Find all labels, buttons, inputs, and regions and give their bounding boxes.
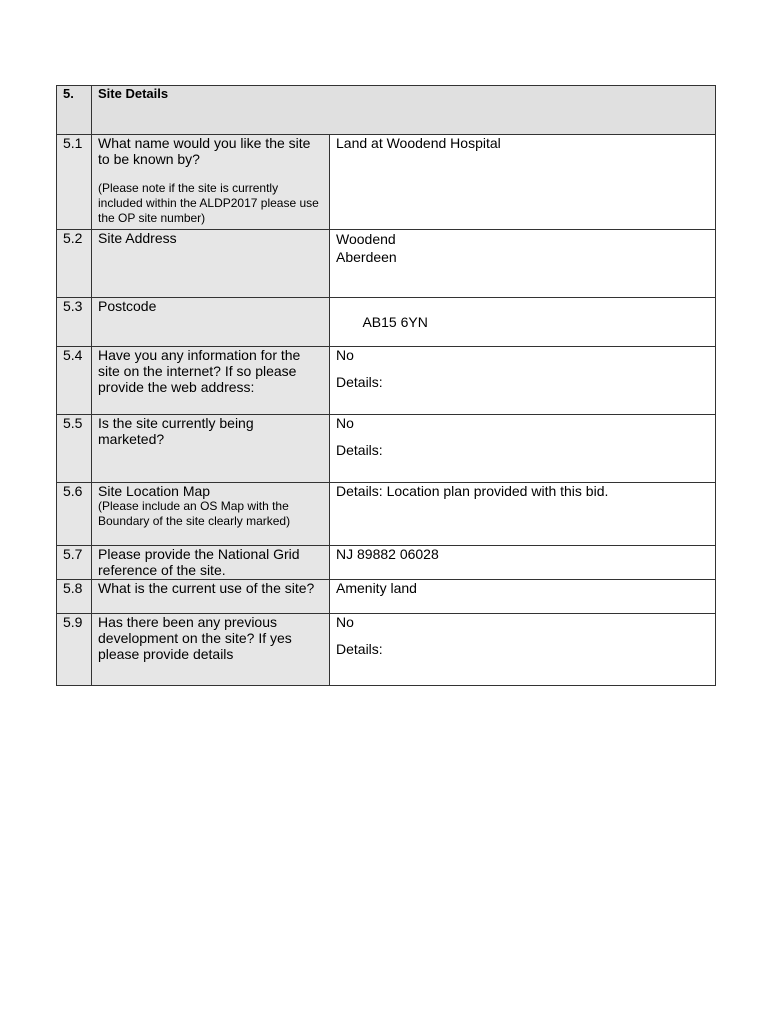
question-text: Please provide the National Grid reference of the site. [98,546,300,578]
table-row [57,546,716,580]
answer-text: No [336,347,354,363]
section-header-row [57,86,716,135]
row-number: 5.6 [57,483,92,546]
site-details-table [56,85,716,686]
question-text: Is the site currently being marketed? [98,415,254,447]
answer-cell[interactable] [330,580,716,614]
table-row [57,230,716,298]
answer-cell[interactable] [330,614,716,686]
question-cell [92,614,330,686]
question-text: What is the current use of the site? [98,580,315,596]
question-cell [92,415,330,483]
answer-cell[interactable] [330,415,716,483]
question-text: Has there been any previous development on the site? If yes please provide details [98,614,292,662]
answer-details: Details: [336,374,383,390]
row-number: 5.2 [57,230,92,298]
answer-text: Aberdeen [336,249,397,265]
question-note: (Please include an OS Map with the Boundary of the site clearly marked) [98,499,291,528]
row-number: 5.8 [57,580,92,614]
question-text: What name would you like the site to be known by? [98,135,311,167]
answer-text: Woodend [336,231,396,247]
question-cell [92,483,330,546]
row-number: 5.9 [57,614,92,686]
answer-text: Amenity land [336,580,417,596]
answer-text: Details: Location plan provided with this bid. [336,483,609,499]
section-number: 5. [57,86,92,135]
answer-cell[interactable] [330,483,716,546]
row-number: 5.4 [57,347,92,415]
section-title: Site Details [92,86,716,135]
question-text: Site Address [98,230,177,246]
row-number: 5.1 [57,135,92,230]
question-cell [92,298,330,347]
answer-cell[interactable] [330,546,716,580]
question-text: Postcode [98,298,157,314]
row-number: 5.3 [57,298,92,347]
table-row [57,483,716,546]
answer-text: NJ 89882 06028 [336,546,439,562]
question-cell [92,546,330,580]
table-row [57,347,716,415]
table-row [57,614,716,686]
answer-details: Details: [336,442,383,458]
answer-cell[interactable] [330,347,716,415]
table-row [57,135,716,230]
row-number: 5.7 [57,546,92,580]
answer-details: Details: [336,641,383,657]
answer-cell[interactable] [330,135,716,230]
question-text: Have you any information for the site on the internet? If so please provide the web address: [98,347,301,395]
question-cell [92,135,330,230]
row-number: 5.5 [57,415,92,483]
answer-text: No [336,614,354,630]
answer-cell[interactable] [330,230,716,298]
answer-cell[interactable] [330,298,716,347]
question-text: Site Location Map [98,483,211,499]
answer-text: No [336,415,354,431]
question-cell [92,347,330,415]
question-note: (Please note if the site is currently included within the ALDP2017 please use the OP site number) [98,181,319,225]
table-row [57,580,716,614]
question-cell [92,230,330,298]
answer-text: Land at Woodend Hospital [336,135,501,151]
table-row [57,298,716,347]
question-cell [92,580,330,614]
answer-text: AB15 6YN [359,314,428,330]
table-row [57,415,716,483]
